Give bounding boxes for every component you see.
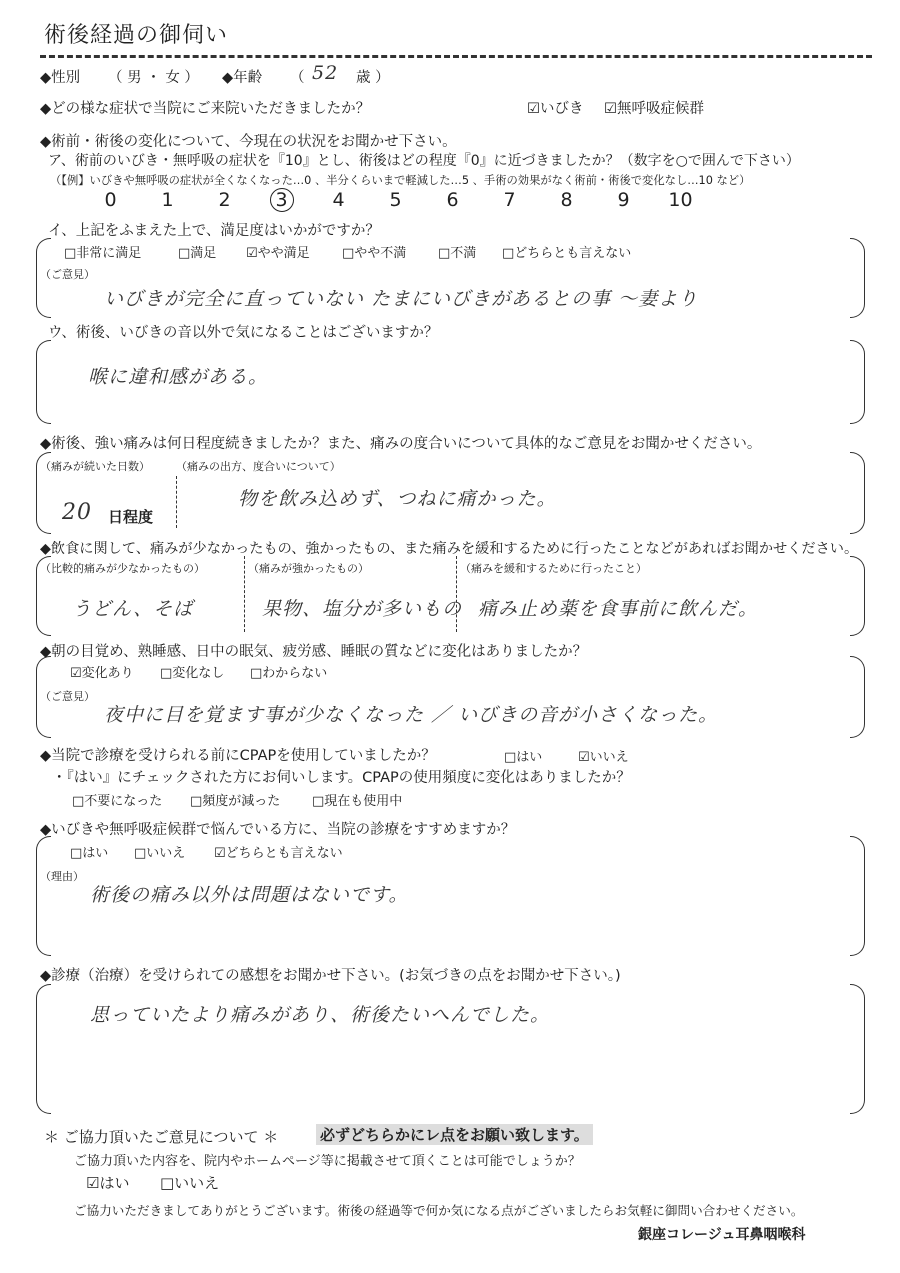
satisfaction-option-somewhat-dissatisfied[interactable]: □やや不満 (342, 246, 407, 261)
cpap-sub-question: ・『はい』にチェックされた方にお伺いします。CPAPの使用頻度に変化はありましたか？ (52, 770, 631, 786)
pain-days-value[interactable]: 20 (62, 500, 92, 525)
satisfaction-opinion-label: （ご意見） (40, 268, 95, 281)
change-question: ◆術前・術後の変化について、今現在の状況をお聞かせ下さい。 (40, 134, 457, 150)
food-col1-answer[interactable]: うどん、そば (72, 598, 194, 620)
change-example: （【例】いびきや無呼吸の症状が全くなくなった…0 、半分くらいまで軽減した…5 、手術の効果がなく術前・術後で変化なし…10 など） (50, 174, 751, 187)
satisfaction-question: イ、上記をふまえた上で、満足度はいかがですか？ (48, 223, 380, 239)
sleep-bracket-right (850, 656, 865, 738)
impression-bracket-left (36, 984, 51, 1114)
food-divider-1 (244, 556, 245, 632)
age-open: （ (290, 70, 305, 86)
food-col2-label: （痛みが強かったもの） (248, 562, 369, 575)
change-scale (82, 188, 709, 212)
satisfaction-option-somewhat-satisfied[interactable]: ☑やや満足 (246, 246, 310, 261)
recommend-bracket-right (850, 836, 865, 956)
satisfaction-answer[interactable]: いびきが完全に直っていない たまにいびきがあるとの事 〜妻より (104, 288, 699, 310)
impression-bracket-right (850, 984, 865, 1114)
scale-6[interactable]: 6 (446, 189, 459, 211)
consent-question: ご協力頂いた内容を、院内やホームページ等に掲載させて頂くことは可能でしょうか？ (74, 1154, 581, 1169)
scale-10[interactable]: 10 (668, 189, 693, 211)
cpap-yes-checkbox[interactable]: □はい (504, 750, 543, 765)
satisfaction-bracket-right (850, 238, 865, 318)
scale-2[interactable]: 2 (218, 189, 231, 211)
recommend-option-neither[interactable]: ☑どちらとも言えない (214, 846, 343, 861)
satisfaction-option-satisfied[interactable]: □満足 (178, 246, 217, 261)
gender-label: ◆性別 (40, 70, 81, 86)
other-question: ウ、術後、いびきの音以外で気になることはございますか？ (48, 325, 439, 341)
thanks-message: ご協力いただきましてありがとうございます。術後の経過等で何か気になる点がございましたらお気軽に御問い合わせください。 (74, 1203, 804, 1218)
pain-degree-label: （痛みの出方、度合いについて） (176, 460, 341, 473)
cpap-question: ◆当院で診療を受けられる前にCPAPを使用していましたか？ (40, 748, 436, 764)
sleep-option-unknown[interactable]: □わからない (250, 666, 328, 681)
page-title: 術後経過の御伺い (44, 23, 229, 48)
scale-3[interactable] (253, 188, 310, 212)
age-unit: 歳 ） (356, 70, 390, 86)
sleep-question: ◆朝の目覚め、熟睡感、日中の眠気、疲労感、睡眠の質などに変化はありましたか？ (40, 644, 588, 660)
change-sub-a: ア、術前のいびき・無呼吸の症状を『10』とし、術後はどの程度『0』に近づきましたか？（数字を○で囲んで下さい） (48, 153, 800, 169)
food-question: ◆飲食に関して、痛みが少なかったもの、強かったもの、また痛みを緩和するために行ったことなどがあればお聞かせください。 (40, 541, 859, 557)
footer-note-highlight: 必ずどちらかにレ点をお願い致します。 (316, 1124, 593, 1145)
recommend-reason-label: （理由） (40, 870, 84, 883)
cpap-option-still-using[interactable]: □現在も使用中 (312, 794, 403, 809)
gender-options[interactable]: （ 男 ・ 女 ） (108, 70, 199, 86)
impression-answer[interactable]: 思っていたより痛みがあり、術後たいへんでした。 (90, 1004, 551, 1026)
sleep-answer[interactable]: 夜中に目を覚ます事が少なくなった ／ いびきの音が小さくなった。 (104, 704, 719, 726)
recommend-option-no[interactable]: □いいえ (134, 846, 186, 861)
symptom-question: ◆どの様な症状で当院にご来院いただきましたか？ (40, 101, 371, 117)
recommend-question: ◆いびきや無呼吸症候群で悩んでいる方に、当院の診療をすすめますか？ (40, 822, 516, 838)
satisfaction-option-very-satisfied[interactable]: □非常に満足 (64, 246, 142, 261)
other-bracket-left (36, 340, 51, 424)
consent-yes-checkbox[interactable]: ☑はい (86, 1174, 130, 1192)
pain-question: ◆術後、強い痛みは何日程度続きましたか？また、痛みの度合いについて具体的なご意見をお聞かせください。 (40, 436, 762, 452)
pain-answer[interactable]: 物を飲み込めず、つねに痛かった。 (238, 488, 557, 510)
cpap-no-checkbox[interactable]: ☑いいえ (578, 750, 629, 765)
pain-days-label: （痛みが続いた日数） (40, 460, 150, 473)
food-col3-answer[interactable]: 痛み止め薬を食事前に飲んだ。 (478, 598, 759, 620)
title-divider (40, 55, 872, 58)
scale-7[interactable]: 7 (503, 189, 516, 211)
scale-4[interactable]: 4 (332, 189, 345, 211)
sleep-option-no-change[interactable]: □変化なし (160, 666, 225, 681)
recommend-bracket-left (36, 836, 51, 956)
age-label: ◆年齢 (222, 70, 263, 86)
scale-5[interactable]: 5 (389, 189, 402, 211)
impression-question: ◆診療（治療）を受けられての感想をお聞かせ下さい。(お気づきの点をお聞かせ下さい。) (40, 968, 621, 984)
age-value[interactable]: 52 (312, 62, 339, 84)
cpap-option-unneeded[interactable]: □不要になった (72, 794, 163, 809)
cpap-option-reduced[interactable]: □頻度が減った (190, 794, 281, 809)
other-bracket-right (850, 340, 865, 424)
food-col3-label: （痛みを緩和するために行ったこと） (460, 562, 647, 575)
sleep-opinion-label: （ご意見） (40, 690, 95, 703)
satisfaction-option-dissatisfied[interactable]: □不満 (438, 246, 477, 261)
symptom-snoring-checkbox[interactable]: ☑いびき (527, 101, 584, 117)
footer-note: ＊ ご協力頂いたご意見について ＊ (44, 1128, 279, 1146)
satisfaction-option-neither[interactable]: □どちらとも言えない (502, 246, 632, 261)
symptom-apnea-checkbox[interactable]: ☑無呼吸症候群 (604, 101, 704, 117)
scale-8[interactable]: 8 (560, 189, 573, 211)
clinic-name: 銀座コレージュ耳鼻咽喉科 (638, 1227, 806, 1243)
scale-0[interactable]: 0 (104, 189, 117, 211)
recommend-option-yes[interactable]: □はい (70, 846, 109, 861)
pain-days-unit: 日程度 (108, 508, 154, 526)
food-col2-answer[interactable]: 果物、塩分が多いもの (262, 598, 463, 620)
scale-9[interactable]: 9 (617, 189, 630, 211)
scale-3-selected: 3 (270, 188, 294, 212)
other-answer[interactable]: 喉に違和感がある。 (88, 366, 269, 388)
food-bracket-right (850, 556, 865, 636)
recommend-answer[interactable]: 術後の痛み以外は問題はないです。 (90, 884, 409, 906)
food-col1-label: （比較的痛みが少なかったもの） (40, 562, 205, 575)
sleep-option-changed[interactable]: ☑変化あり (70, 666, 134, 681)
consent-no-checkbox[interactable]: □いいえ (160, 1174, 220, 1192)
pain-bracket-right (850, 452, 865, 534)
scale-1[interactable]: 1 (161, 189, 174, 211)
pain-divider (176, 476, 177, 528)
